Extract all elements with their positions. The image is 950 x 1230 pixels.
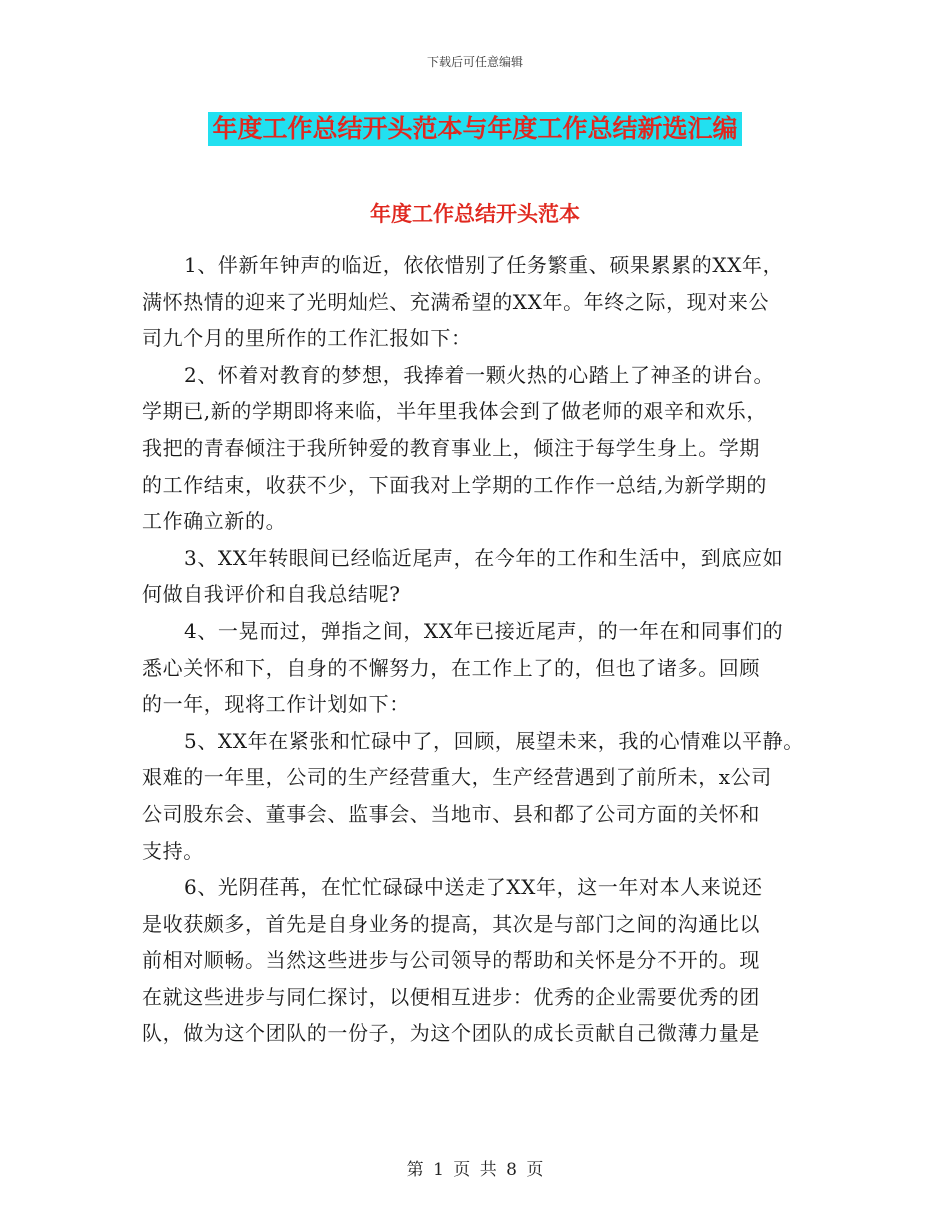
- paragraph-line: 何做自我评价和自我总结呢?: [142, 582, 401, 607]
- paragraph-1: [142, 247, 822, 357]
- paragraph-line: 1、伴新年钟声的临近，依依惜别了任务繁重、硕果累累的XX年，: [184, 253, 784, 277]
- paragraph-line: 是收获颇多，首先是自身业务的提高，其次是与部门之间的沟通比以: [142, 911, 760, 936]
- page-footer: 第 1 页 共 8 页: [406, 1160, 544, 1180]
- paragraph-3: [142, 540, 822, 613]
- header-note: 下载后可任意编辑: [426, 55, 523, 69]
- paragraph-line: 的工作结束，收获不少，下面我对上学期的工作作一总结,为新学期的: [142, 472, 767, 497]
- paragraph-line: 6、光阴荏苒，在忙忙碌碌中送走了XX年，这一年对本人来说还: [184, 875, 763, 900]
- paragraph-line: 我把的青春倾注于我所钟爱的教育事业上，倾注于每学生身上。学期: [142, 435, 760, 460]
- paragraph-line: 司九个月的里所作的工作汇报如下：: [142, 326, 472, 351]
- main-title: 年度工作总结开头范本与年度工作总结新选汇编: [208, 112, 741, 146]
- section-title: 年度工作总结开头范本: [370, 202, 580, 226]
- paragraph-line: 队，做为这个团队的一份子，为这个团队的成长贡献自己微薄力量是: [142, 1021, 760, 1046]
- paragraph-5: [142, 723, 822, 869]
- paragraph-line: 学期已,新的学期即将来临，半年里我体会到了做老师的艰辛和欢乐，: [142, 399, 767, 424]
- paragraph-line: 4、一晃而过，弹指之间，XX年已接近尾声，的一年在和同事们的: [184, 618, 784, 643]
- paragraph-2: [142, 357, 822, 540]
- paragraph-line: 工作确立新的。: [142, 509, 287, 534]
- paragraph-6: [142, 869, 822, 1052]
- paragraph-line: 在就这些进步与同仁探讨，以便相互进步：优秀的企业需要优秀的团: [142, 984, 760, 1009]
- paragraph-line: 公司股东会、董事会、监事会、当地市、县和都了公司方面的关怀和: [142, 801, 760, 826]
- paragraph-line: 3、XX年转眼间已经临近尾声，在今年的工作和生活中，到底应如: [184, 545, 784, 570]
- paragraph-4: [142, 613, 822, 723]
- paragraph-line: 前相对顺畅。当然这些进步与公司领导的帮助和关怀是分不开的。现: [142, 948, 760, 973]
- paragraph-line: 悉心关怀和下，自身的不懈努力，在工作上了的，但也了诸多。回顾: [142, 655, 760, 680]
- main-title-container: [0, 112, 950, 146]
- document-body: [142, 247, 822, 1052]
- paragraph-line: 支持。: [142, 838, 204, 863]
- paragraph-line: 5、XX年在紧张和忙碌中了，回顾，展望未来，我的心情难以平静。: [184, 728, 804, 753]
- paragraph-line: 满怀热情的迎来了光明灿烂、充满希望的XX年。年终之际，现对来公: [142, 289, 770, 314]
- paragraph-line: 艰难的一年里，公司的生产经营重大，生产经营遇到了前所未，x公司: [142, 765, 772, 790]
- paragraph-line: 的一年，现将工作计划如下：: [142, 692, 410, 717]
- paragraph-line: 2、怀着对教育的梦想，我捧着一颗火热的心踏上了神圣的讲台。: [184, 362, 775, 387]
